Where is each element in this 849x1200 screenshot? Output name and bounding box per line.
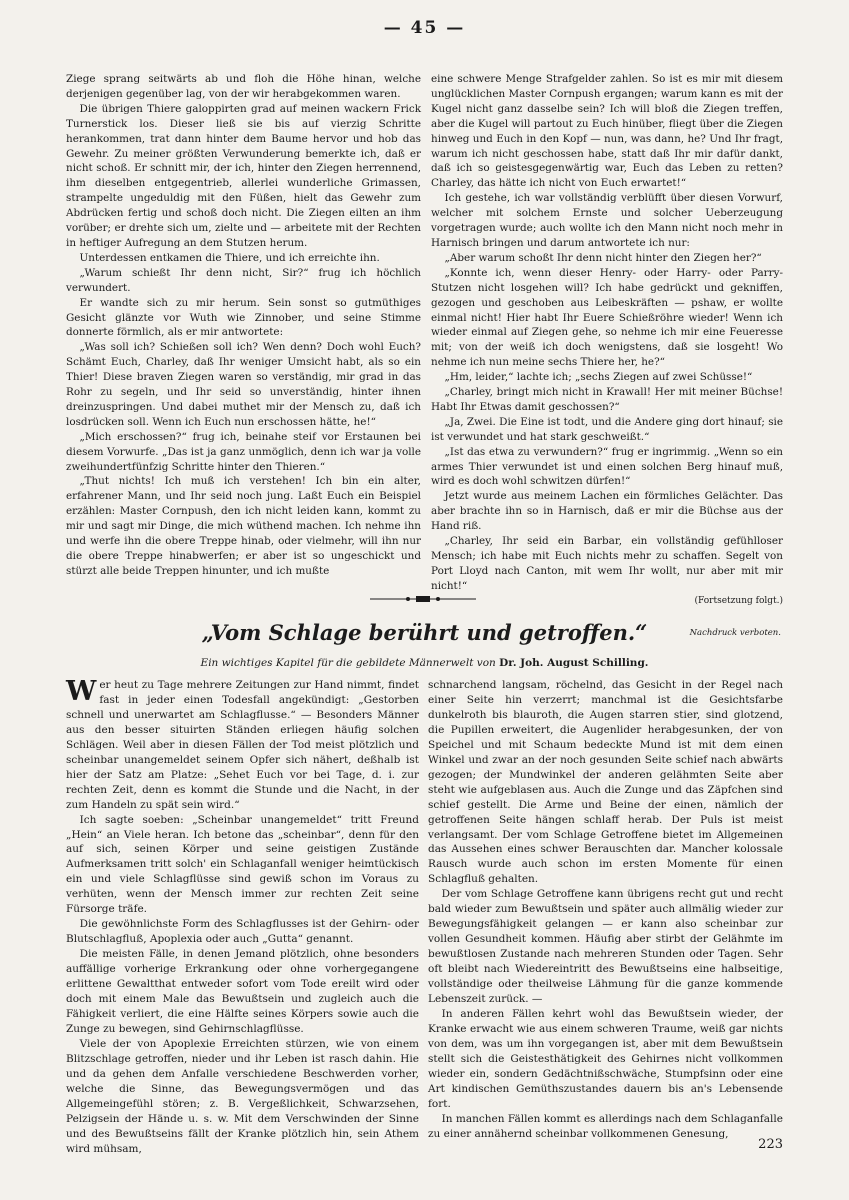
- story-paragraph: „Konnte ich, wenn dieser Henry- oder Harry- oder Parry-Stutzen nicht losgehen will? Ich habe gedrückt und gekniffen, gezogen und geschoben aus Leibeskräften — pshaw, er wollte einmal nicht! Hier habt Ihr Euere Schießröhre wieder! Wenn ich wieder einmal auf Ziegen gehe, so nehme ich mir eine Feueresse mit; von der weiß ich doch wenigstens, daß sie losgeht! Wo nehme ich nun meine sechs Thiere her, he?“: [431, 266, 783, 369]
- story-paragraph: „Mich erschossen?“ frug ich, beinahe steif vor Erstaunen bei diesem Vorwurfe. „Das ist ja ganz unmöglich, denn ich war ja volle zweihundertfünfzig Schritte hinter den Thieren.“: [66, 430, 421, 473]
- article-title: „Vom Schlage berührt und getroffen.“: [201, 620, 648, 645]
- article-paragraph: Die meisten Fälle, in denen Jemand plötzlich, ohne besonders auffällige vorherige Erkrankung oder ohne vorhergegangene erlittene Gewaltthat entweder sofort vom Tode ereilt wird oder doch mit einem Male das Bewußtsein und zugleich auch die Fähigkeit verliert, die eine Hälfte seines Körpers sowie auch die Zunge zu bewegen, sind Gehirnschlagflüsse.: [66, 948, 419, 1035]
- article-paragraph: [66, 678, 419, 813]
- story-paragraph: Er wandte sich zu mir herum. Sein sonst so gutmüthiges Gesicht glänzte vor Wuth wie Zinnober, und seine Stimme donnerte förmlich, als er mir antwortete:: [66, 296, 421, 339]
- story-column-left: [66, 72, 421, 592]
- story-paragraph: Ich gestehe, ich war vollständig verblüfft über diesen Vorwurf, welcher mit solchem Ernste und solcher Ueberzeugung vorgetragen wurde; auch wollte ich den Mann nicht noch mehr in Harnisch bringen und darum antwortete ich nur:: [431, 192, 783, 249]
- story-paragraph: „Ist das etwa zu verwundern?“ frug er ingrimmig. „Wenn so ein armes Thier verwundet ist und einen solchen Berg hinauf muß, wird es doch wohl schwitzen dürfen!“: [431, 445, 783, 488]
- continuation-note: (Fortsetzung folgt.): [694, 595, 783, 606]
- article-column-left: [66, 676, 419, 1155]
- article-paragraph: Ich sagte soeben: „Scheinbar unangemeldet“ tritt Freund „Hein“ an Viele heran. Ich betone das „scheinbar“, denn für den auf sich, seinen Körper und seine geistigen Zustände Aufmerksamen tritt solch' ein Schlaganfall weniger heimtückisch ein und viele Schlagflüsse sind gewiß schon im Voraus zu verhüten, wenn der Mensch immer zur rechten Zeit seine Fürsorge träfe.: [66, 813, 419, 916]
- story-paragraph: „Hm, leider,“ lachte ich; „sechs Ziegen auf zwei Schüsse!“: [444, 371, 753, 384]
- article-paragraph: In anderen Fällen kehrt wohl das Bewußtsein wieder, der Kranke erwacht wie aus einem schweren Traume, weiß gar nichts von dem, was um ihn vorgegangen ist, aber mit dem Bewußtsein stellt sich die Geistesthätigkeit des Gehirnes nicht vollkommen wieder ein, sondern Gedächtnißschwäche, Stumpfsinn oder eine Art kindischen Gemüthszustandes dauern bis an's Lebensende fort.: [428, 1007, 783, 1110]
- article-paragraph: Viele der von Apoplexie Erreichten stürzen, wie von einem Blitzschlage getroffen, nieder und ihr Leben ist rasch dahin. Hie und da gehen dem Anfalle verschiedene Beschwerden vorher, welche die Sinne, das Bewegungsvermögen und das Allgemeingefühl stören; z. B. Vergeßlichkeit, Schwarzsehen, Pelzigsein der Hände u. s. w. Mit dem Verschwinden der Sinne und des Bewußtseins fällt der Kranke plötzlich hin, sein Athem wird mühsam,: [66, 1037, 419, 1155]
- story-paragraph: Jetzt wurde aus meinem Lachen ein förmliches Gelächter. Das aber brachte ihn so in Harnisch, daß er mir die Büchse aus der Hand riß.: [431, 490, 783, 533]
- article-paragraph: Der vom Schlage Getroffene kann übrigens recht gut und recht bald wieder zum Bewußtsein und später auch allmälig wieder zur Bewegungsfähigkeit gelangen — er kann also scheinbar zur vollen Gesundheit kommen. Häufig aber stirbt der Gelähmte im bewußtlosen Zustande nach mehreren Stunden oder Tagen. Sehr oft bleibt nach Wiedereintritt des Bewußtseins eine halbseitige, vollständige oder theilweise Lähmung für die ganze kommende Lebenszeit zurück. —: [428, 888, 783, 1006]
- story-paragraph: „Ja, Zwei. Die Eine ist todt, und die Andere ging dort hinauf; sie ist verwundet und hat stark geschweißt.“: [431, 415, 783, 443]
- page-footer-number: 223: [758, 1137, 783, 1152]
- article-paragraph: schnarchend langsam, röchelnd, das Gesicht in der Regel nach einer Seite hin verzerrt; manchmal ist die Gesichtsfarbe dunkelroth bis blauroth, die Augen starren stier, sind glotzend, die Pupillen erweitert, die Augenlider herabgesunken, der von Speichel und mit Schaum bedeckte Mund ist mit dem einen Winkel und zwar an der noch gesunden Seite schief nach abwärts gezogen; der Mundwinkel der anderen gelähmten Seite aber steht wie aufgeblasen aus. Auch die Zunge und das Zäpfchen sind schief gestellt. Die Arme und Beine der einen, nämlich der getroffenen Seite hängen schlaff herab. Der Puls ist meist verlangsamt. Der vom Schlage Getroffene bietet im Allgemeinen das Aussehen eines schwer Berauschten dar. Mancher kolossale Rausch wurde auch schon im ersten Momente für einen Schlagfluß gehalten.: [428, 679, 783, 886]
- story-paragraph: Ziege sprang seitwärts ab und floh die Höhe hinan, welche derjenigen gegenüber lag, von der wir herabgekommen waren.: [66, 73, 421, 100]
- article-author: Dr. Joh. August Schilling.: [499, 657, 649, 669]
- story-paragraph: „Was soll ich? Schießen soll ich? Wen denn? Doch wohl Euch? Schämt Euch, Charley, daß Ihr weniger Umsicht habt, als so ein Thier! Diese braven Ziegen waren so verständig, mir grad in das Rohr zu segeln, und Ihr seid so unverständig, hinter ihnen dreinzuspringen. Und dabei muthet mir der Mensch zu, daß ich losdrücken soll. Wenn ich Euch nun erschossen hätte, he!“: [66, 341, 421, 428]
- story-paragraph: „Aber warum schoßt Ihr denn nicht hinter den Ziegen her?“: [444, 251, 762, 264]
- story-paragraph: „Charley, Ihr seid ein Barbar, ein vollständig gefühlloser Mensch; ich habe mit Euch nichts mehr zu schaffen. Segelt von Port Lloyd nach Canton, mit wem Ihr wollt, nur aber mit mir nicht!“: [431, 535, 783, 592]
- drop-cap: W: [66, 676, 97, 707]
- subtitle-text: Ein wichtiges Kapitel für die gebildete Männerwelt von: [200, 657, 496, 669]
- story-paragraph: eine schwere Menge Strafgelder zahlen. So ist es mir mit diesem unglücklichen Master Cornpush ergangen; warum kann es mit der Kugel nicht ganz dasselbe sein? Ich will bloß die Ziegen treffen, aber die Kugel will partout zu Euch hinüber, fliegt über die Ziegen hinweg und Euch in den Kopf — nun, was dann, he? Und Ihr fragt, warum ich nicht geschossen habe, statt daß Ihr mir dafür dankt, daß ich so geistesgegenwärtig war, Euch das Leben zu retten? Charley, das hätte ich nicht von Euch erwartet!“: [431, 73, 784, 190]
- article-paragraph: In manchen Fällen kommt es allerdings nach dem Schlaganfalle zu einer annähernd scheinbar vollkommenen Genesung,: [428, 1112, 783, 1140]
- story-paragraph: „Charley, bringt mich nicht in Krawall! Her mit meiner Büchse! Habt Ihr Etwas damit geschossen?“: [431, 386, 783, 413]
- reprint-notice: Nachdruck verboten.: [689, 628, 781, 638]
- story-paragraph: Unterdessen entkamen die Thiere, und ich erreichte ihn.: [79, 251, 380, 264]
- article-column-right: [428, 678, 783, 1140]
- section-divider-ornament: [368, 594, 478, 604]
- story-column-right: [431, 72, 784, 606]
- story-paragraph: „Warum schießt Ihr denn nicht, Sir?“ frug ich höchlich verwundert.: [66, 266, 421, 294]
- page-header-number: — 45 —: [383, 18, 466, 38]
- story-paragraph: Die übrigen Thiere galoppirten grad auf meinen wackern Frick Turnerstick los. Dieser ließ sie bis auf vierzig Schritte herankommen, trat dann hinter dem Baume hervor und hob das Gewehr. Zu meiner größten Verwunderung bemerkte ich, daß er nicht schoß. Er schnitt mir, der ich, hinter den Ziegen herrennend, ihm dieselben entgegentrieb, allerlei wunderliche Grimassen, strampelte ungeduldig mit den Füßen, hielt das Gewehr zum Abdrücken fertig und schoß doch nicht. Die Ziegen eilten an ihm vorüber; er drehte sich um, zielte und — arbeitete mit der Rechten in heftiger Aufregung an dem Stutzen herum.: [66, 102, 421, 249]
- article-lead-text: er heut zu Tage mehrere Zeitungen zur Hand nimmt, findet fast in jeder einen Todesfall angekündigt: „Gestorben schnell und unerwartet am Schlagflusse.“ — Besonders Männer aus den besser situirten Ständen erliegen häufig solchen Schlägen. Weil aber in diesen Fällen der Tod meist plötzlich und scheinbar unangemeldet seinem Opfer sich nähert, deßhalb ist hier der Satz am Platze: „Sehet Euch vor bei Tage, d. i. zur rechten Zeit, denn es kommt die Stunde und die Nacht, in der zum Handeln zu spät sein wird.“: [66, 679, 419, 811]
- article-subtitle: [0, 657, 849, 669]
- article-paragraph: Die gewöhnlichste Form des Schlagflusses ist der Gehirn- oder Blutschlagfluß, Apoplexia oder auch „Gutta“ genannt.: [66, 918, 419, 946]
- story-paragraph: „Thut nichts! Ich muß ich verstehen! Ich bin ein alter, erfahrener Mann, und Ihr seid noch jung. Laßt Euch ein Beispiel erzählen: Master Cornpush, den ich nicht leiden kann, kommt zu mir und sagt mir Dinge, die mich wüthend machen. Ich nehme ihn und werfe ihn die obere Treppe hinab, oder vielmehr, will ihn nur die obere Treppe hinabwerfen; er aber ist so ungeschickt und stürzt alle beide Treppen hinunter, und ich mußte: [66, 475, 421, 577]
